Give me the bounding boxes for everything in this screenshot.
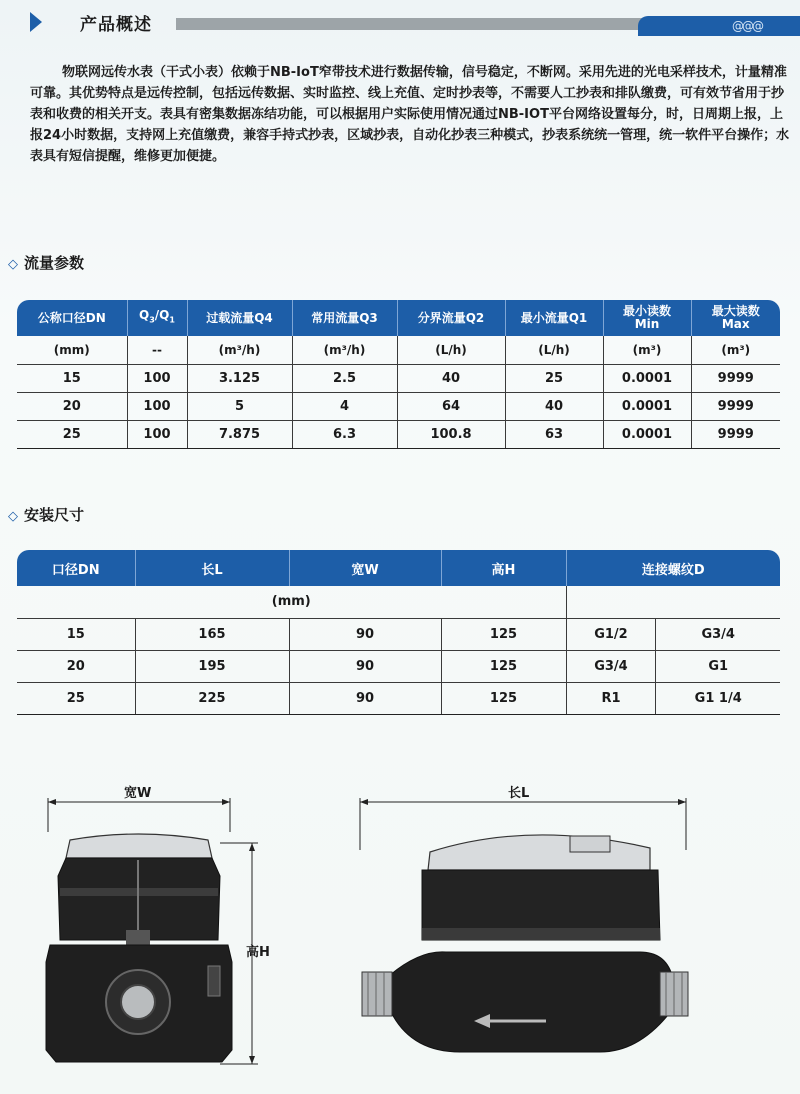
front-view-drawing xyxy=(46,785,270,1064)
flow-cell: 9999 xyxy=(691,392,780,420)
flow-cell: 20 xyxy=(17,392,127,420)
flow-cell: 9999 xyxy=(691,420,780,448)
unit-cell: -- xyxy=(127,336,187,364)
flow-unit-row xyxy=(17,336,780,364)
flow-cell: 5 xyxy=(187,392,292,420)
install-cell: 165 xyxy=(135,618,289,650)
unit-cell: (L/h) xyxy=(505,336,603,364)
unit-cell: (mm) xyxy=(17,586,566,618)
flow-section-title xyxy=(8,252,84,273)
install-row xyxy=(17,650,780,682)
wave-icon: @@@ xyxy=(732,19,762,33)
flow-cell: 40 xyxy=(505,392,603,420)
install-cell: R1 xyxy=(566,682,656,714)
intro-paragraph: 物联网远传水表（干式小表）依赖于NB-IoT窄带技术进行数据传输，信号稳定，不断网。采用先进的光电采样技术，计量精准可靠。其优势特点是远传控制，包括远传数据、实时监控、线上充值、定时抄表等，不需要人工抄表和排队缴费，可有效节省用于抄表和收费的相关开支。表具有密集数据冻结功能，可以根据用户实际使用情况通过NB-IOT平台网络设置每分，时，日周期上报，上报24小时数据，支持网上充值缴费，兼容手持式抄表，区域抄表，自动化抄表三种模式，抄表系统统一管理，统一软件平台操作；水表具有短信提醒，维修更加便捷。 xyxy=(30,65,790,164)
install-section-label: 安装尺寸 xyxy=(24,506,85,524)
flow-cell: 100 xyxy=(127,364,187,392)
install-cell: G3/4 xyxy=(566,650,656,682)
flow-cell: 4 xyxy=(292,392,397,420)
flow-cell: 9999 xyxy=(691,364,780,392)
flow-cell: 100 xyxy=(127,392,187,420)
flow-cell: 6.3 xyxy=(292,420,397,448)
install-cell: 25 xyxy=(17,682,135,714)
flow-table-body xyxy=(17,336,780,448)
install-cell: 125 xyxy=(441,650,566,682)
install-row xyxy=(17,682,780,714)
unit-cell: (m³/h) xyxy=(292,336,397,364)
flow-table xyxy=(17,300,780,449)
flow-row xyxy=(17,392,780,420)
flow-cell: 2.5 xyxy=(292,364,397,392)
flow-row xyxy=(17,420,780,448)
dimension-drawings xyxy=(0,780,800,1094)
height-label: 高H xyxy=(246,945,270,960)
unit-cell: (mm) xyxy=(17,336,127,364)
flow-header-ratio: $Q_3/Q_1$ xyxy=(127,300,187,336)
flow-header-q3: 常用流量Q3 xyxy=(292,300,397,336)
header-cap xyxy=(638,16,800,36)
install-cell: G1 1/4 xyxy=(656,682,780,714)
install-cell: 90 xyxy=(289,650,441,682)
install-cell: 20 xyxy=(17,650,135,682)
flow-cell: 15 xyxy=(17,364,127,392)
install-cell: 90 xyxy=(289,618,441,650)
install-cell: G1 xyxy=(656,650,780,682)
install-section-title xyxy=(8,504,84,525)
flow-header-dn: 公称口径DN xyxy=(17,300,127,336)
flow-cell: 0.0001 xyxy=(603,420,691,448)
length-label: 长L xyxy=(508,786,530,801)
width-label: 宽W xyxy=(124,786,152,801)
install-header-width: 宽W xyxy=(289,550,441,586)
unit-cell: (L/h) xyxy=(397,336,505,364)
flow-header-q1: 最小流量Q1 xyxy=(505,300,603,336)
flow-cell: 0.0001 xyxy=(603,364,691,392)
install-header-dn: 口径DN xyxy=(17,550,135,586)
install-cell: 225 xyxy=(135,682,289,714)
flow-cell: 100 xyxy=(127,420,187,448)
section-header xyxy=(0,8,800,36)
install-header-height: 高H xyxy=(441,550,566,586)
header-rule xyxy=(176,18,646,30)
flow-cell: 0.0001 xyxy=(603,392,691,420)
diamond-icon: ◇ xyxy=(8,257,18,272)
install-table-body xyxy=(17,586,780,714)
install-table xyxy=(17,550,780,715)
flow-cell: 100.8 xyxy=(397,420,505,448)
install-cell: 125 xyxy=(441,682,566,714)
install-cell: G1/2 xyxy=(566,618,656,650)
page-title: 产品概述 xyxy=(80,15,152,35)
install-unit-row xyxy=(17,586,780,618)
flow-cell: 63 xyxy=(505,420,603,448)
install-header-thread: 连接螺纹D xyxy=(566,550,780,586)
flow-cell: 7.875 xyxy=(187,420,292,448)
unit-cell: (m³) xyxy=(691,336,780,364)
flow-header-min: 最小读数 Min xyxy=(603,300,691,336)
flow-section-label: 流量参数 xyxy=(24,254,85,272)
flow-cell: 40 xyxy=(397,364,505,392)
install-cell: 125 xyxy=(441,618,566,650)
unit-cell: (m³) xyxy=(603,336,691,364)
flow-header-q4: 过载流量Q4 xyxy=(187,300,292,336)
arrow-icon xyxy=(30,12,42,32)
flow-cell: 25 xyxy=(505,364,603,392)
install-header-length: 长L xyxy=(135,550,289,586)
side-view-drawing xyxy=(360,786,688,1052)
flow-cell: 25 xyxy=(17,420,127,448)
install-cell: 15 xyxy=(17,618,135,650)
install-cell: 195 xyxy=(135,650,289,682)
flow-row xyxy=(17,364,780,392)
empty-cell xyxy=(566,586,780,618)
flow-header-q2: 分界流量Q2 xyxy=(397,300,505,336)
flow-cell: 64 xyxy=(397,392,505,420)
install-cell: 90 xyxy=(289,682,441,714)
flow-header-max: 最大读数 Max xyxy=(691,300,780,336)
flow-cell: 3.125 xyxy=(187,364,292,392)
install-cell: G3/4 xyxy=(656,618,780,650)
install-row xyxy=(17,618,780,650)
unit-cell: (m³/h) xyxy=(187,336,292,364)
diamond-icon: ◇ xyxy=(8,509,18,524)
